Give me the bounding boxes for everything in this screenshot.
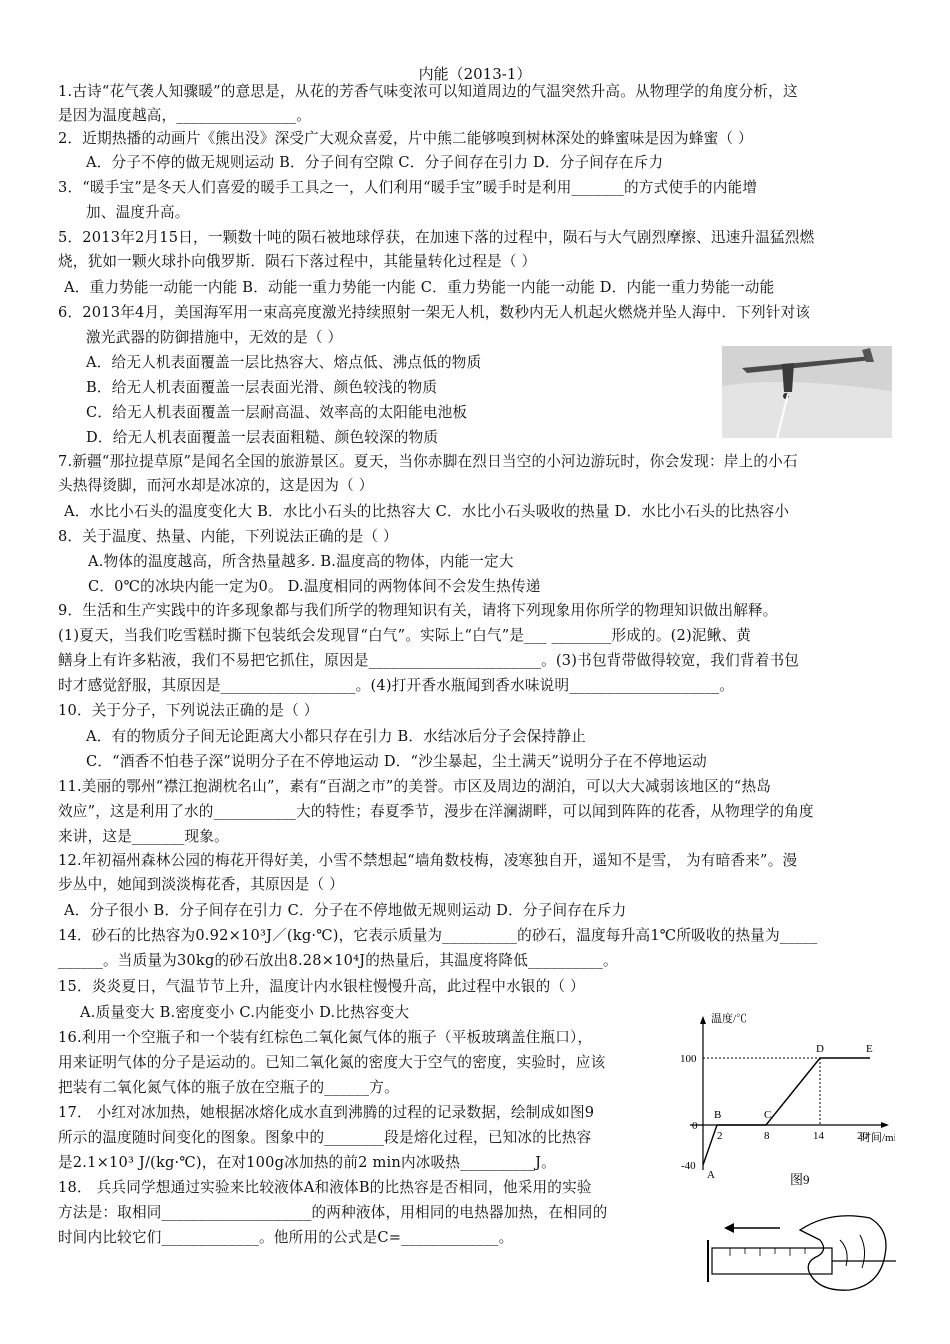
text-line: 9．生活和生产实践中的许多现象都与我们所学的物理知识有关，请将下列现象用你所学的物理知识做出解释。 (58, 602, 778, 619)
x-axis-label: 时间/m (860, 1132, 894, 1144)
figure-9-graph (680, 1010, 895, 1190)
text-line: 效应”，这是利用了水的___________大的特性；春夏季节，漫步在洋澜湖畔，可以闻到阵阵的花香，从物理学的角度 (58, 803, 814, 820)
text-line: D．给无人机表面覆盖一层表面粗糙、颜色较深的物质 (86, 429, 439, 446)
text-line: 12.年初福州森林公园的梅花开得好美，小雪不禁想起“墙角数枝梅，凌寒独自开，遥知不是雪， 为有暗香来”。漫 (58, 852, 798, 869)
text-line: 时间内比较它们_____________。他所用的公式是C=_____________。 (58, 1229, 514, 1246)
text-line: 15．炎炎夏日，气温节节上升，温度计内水银柱慢慢升高，此过程中水银的（ ） (58, 978, 585, 995)
text-line: A．给无人机表面覆盖一层比热容大、熔点低、沸点低的物质 (86, 354, 482, 371)
text-line: 14．砂石的比热容为0.92×10³J／(kg·℃)，它表示质量为__________的砂石，温度每升高1℃所吸收的热量为_____ (58, 927, 818, 944)
text-line: 18． 兵兵同学想通过实验来比较液体A和液体B的比热容是否相同，他采用的实验 (58, 1179, 592, 1196)
text-line: C．给无人机表面覆盖一层耐高温、效率高的太阳能电池板 (86, 404, 468, 421)
text-line: 3．“暖手宝”是冬天人们喜爱的暖手工具之一，人们利用“暖手宝”暖手时是利用_______的方式使手的内能增 (58, 179, 758, 196)
point-label: B (714, 1109, 722, 1121)
y-tick: 100 (680, 1053, 697, 1065)
page-title: 内能（2013-1） (418, 65, 532, 83)
text-line: 激光武器的防御措施中，无效的是（ ） (86, 329, 343, 346)
text-line: 8．关于温度、热量、内能，下列说法正确的是（ ） (58, 528, 398, 545)
text-line: A.质量变大 B.密度变小 C.内能变小 D.比热容变大 (80, 1004, 410, 1021)
text-line: A．水比小石头的温度变化大 B．水比小石头的比热容大 C．水比小石头吸收的热量 D．水比小石头的比热容小 (64, 503, 790, 520)
text-line: ______。当质量为30kg的砂石放出8.28×10⁴J的热量后，其温度将降低__________。 (58, 952, 618, 969)
text-line: 来讲，这是_______现象。 (58, 828, 229, 845)
text-line: 2．近期热播的动画片《熊出没》深受广大观众喜爱，片中熊二能够嗅到树林深处的蜂蜜味是因为蜂蜜（ ） (58, 130, 753, 147)
text-line: A．有的物质分子间无论距离大小都只存在引力 B．水结冰后分子会保持静止 (86, 728, 586, 745)
text-line: A．重力势能一动能一内能 B．动能一重力势能一内能 C．重力势能一内能一动能 D．内能一重力势能一动能 (64, 279, 775, 296)
text-line: 鳝身上有许多粘液，我们不易把它抓住，原因是_______________________。(3)书包背带做得较宽，我们背着书包 (58, 652, 800, 669)
point-label: D (816, 1043, 824, 1055)
x-tick: 2 (717, 1130, 723, 1142)
text-line: C．0℃的冰块内能一定为0。 D.温度相同的两物体间不会发生热传递 (88, 578, 541, 595)
text-line: 所示的温度随时间变化的图象。图象中的________段是熔化过程，已知冰的比热容 (58, 1129, 592, 1146)
point-label: E (866, 1043, 873, 1055)
text-line: 方法是：取相同____________________的两种液体，用相同的电热器加热，在相同的 (58, 1204, 608, 1221)
text-line: 是2.1×10³ J/(kg·℃)，在对100g冰加热的前2 min内冰吸热__________J。 (58, 1154, 556, 1171)
point-label: A (707, 1169, 715, 1181)
text-line: (1)夏天，当我们吃雪糕时撕下包装纸会发现冒“白气”。实际上“白气”是___ ________形成的。(2)泥鳅、黄 (58, 627, 752, 644)
text-line: 头热得烫脚，而河水却是冰凉的，这是因为（ ） (58, 477, 374, 494)
text-line: 1.古诗“花气袭人知骤暖”的意思是，从花的芳香气味变浓可以知道周边的气温突然升高。从物理学的角度分析，这 (58, 83, 798, 100)
syringe-illustration (700, 1210, 900, 1310)
text-line: 7.新疆“那拉提草原”是闻名全国的旅游景区。夏天，当你赤脚在烈日当空的小河边游玩时，你会发现：岸上的小石 (58, 453, 798, 470)
y-axis-label: 温度/℃ (711, 1013, 748, 1025)
text-line: 11.美丽的鄂州“襟江抱湖枕名山”，素有“百湖之市”的美誉。市区及周边的湖泊，可以大大减弱该地区的“热岛 (58, 778, 772, 795)
text-line: 16.利用一个空瓶子和一个装有红棕色二氧化氮气体的瓶子（平板玻璃盖住瓶口）， (58, 1029, 593, 1046)
text-line: 5．2013年2月15日，一颗数十吨的陨石被地球俘获，在加速下落的过程中，陨石与大气剧烈摩擦、迅速升温猛烈燃 (58, 229, 815, 246)
x-tick: 20 (857, 1130, 868, 1142)
text-line: 10．关于分子，下列说法正确的是（ ） (58, 702, 319, 719)
x-tick: 8 (764, 1130, 770, 1142)
text-line: 17． 小红对冰加热，她根据冰熔化成水直到沸腾的过程的记录数据，绘制成如图9 (58, 1104, 595, 1121)
drone-photo (722, 346, 892, 438)
text-line: 加、温度升高。 (86, 204, 190, 221)
figure-caption: 图9 (790, 1172, 810, 1187)
text-line: 烧，犹如一颗火球扑向俄罗斯．陨石下落过程中，其能量转化过程是（ ） (58, 253, 537, 270)
text-line: 把装有二氧化氮气体的瓶子放在空瓶子的______方。 (58, 1079, 399, 1096)
text-line: 6．2013年4月，美国海军用一束高亮度激光持续照射一架无人机，数秒内无人机起火燃烧并坠人海中．下列针对该 (58, 304, 811, 321)
text-line: A.物体的温度越高，所含热量越多. B.温度高的物体，内能一定大 (88, 553, 514, 570)
text-line: 是因为温度越高，________________。 (58, 107, 312, 124)
text-line: A．分子不停的做无规则运动 B．分子间有空隙 C．分子间存在引力 D．分子间存在斥力 (86, 154, 664, 171)
text-line: A．分子很小 B．分子间存在引力 C．分子在不停地做无规则运动 D．分子间存在斥力 (64, 902, 627, 919)
y-tick: -40 (681, 1160, 696, 1172)
x-tick: 14 (813, 1130, 824, 1142)
y-tick: 0 (692, 1120, 698, 1132)
text-line: B．给无人机表面覆盖一层表面光滑、颜色较浅的物质 (86, 379, 438, 396)
text-line: 用来证明气体的分子是运动的。已知二氧化氮的密度大于空气的密度，实验时，应该 (58, 1054, 606, 1071)
text-line: 时才感觉舒服，其原因是__________________。(4)打开香水瓶闻到香水味说明____________________。 (58, 677, 734, 694)
text-line: C．“酒香不怕巷子深”说明分子在不停地运动 D．“沙尘暴起，尘土满天”说明分子在不停地运动 (86, 753, 707, 770)
text-line: 步丛中，她闻到淡淡梅花香，其原因是（ ） (58, 876, 344, 893)
point-label: C (764, 1109, 772, 1121)
